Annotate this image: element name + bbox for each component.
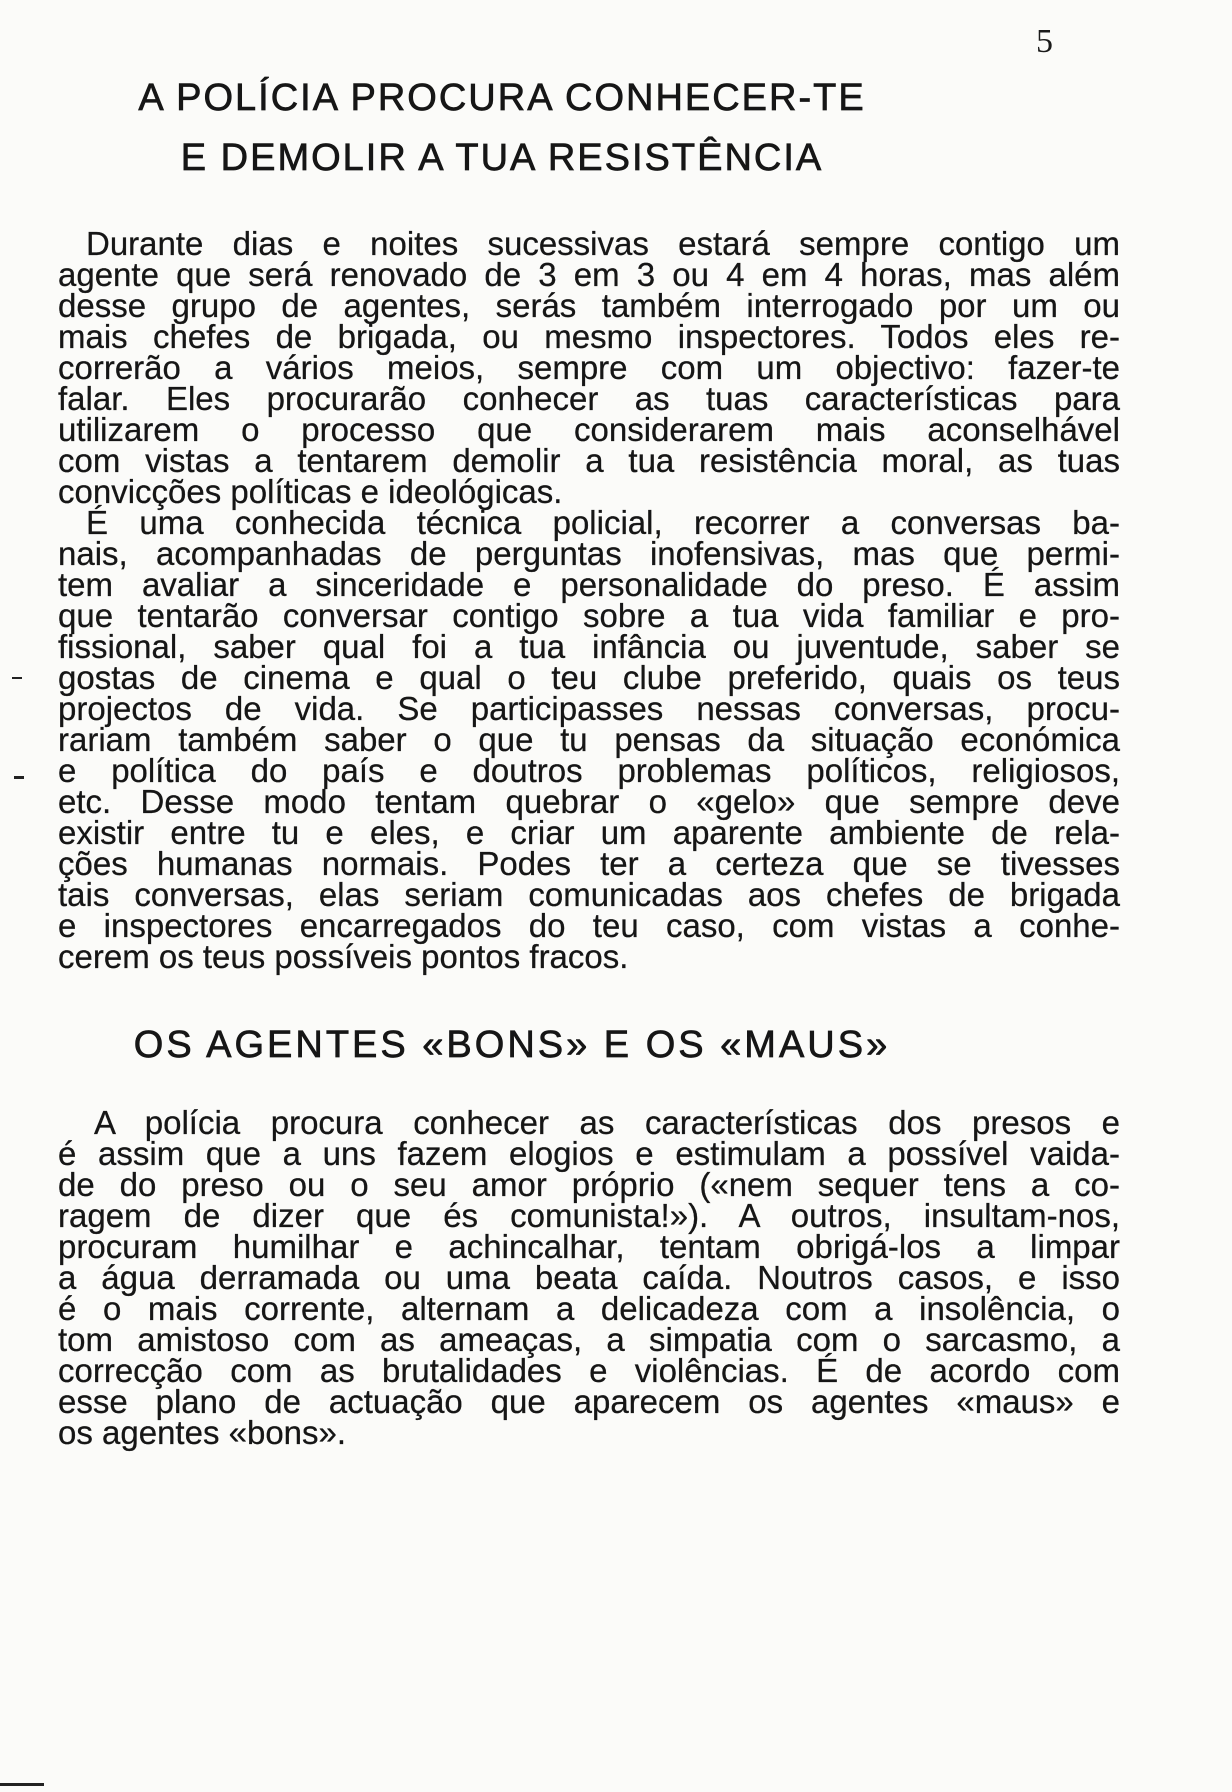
text-line: correrão a vários meios, sempre com um objectivo: fazer-te	[58, 349, 1120, 386]
text-line: agente que será renovado de 3 em 3 ou 4 em 4 horas, mas além	[58, 256, 1120, 293]
text-line: desse grupo de agentes, serás também interrogado por um ou	[58, 287, 1120, 324]
text-line: ções humanas normais. Podes ter a certeza que se tivesses	[58, 845, 1120, 882]
chapter-heading	[52, 68, 952, 188]
body-paragraph	[58, 225, 1120, 510]
text-line: e política do país e doutros problemas políticos, religiosos,	[58, 752, 1120, 789]
text-line: tais conversas, elas seriam comunicadas aos chefes de brigada	[58, 876, 1120, 913]
text-line: os agentes «bons».	[58, 1414, 347, 1451]
margin-mark	[14, 776, 24, 779]
text-line: É uma conhecida técnica policial, recorrer a conversas ba-	[86, 504, 1120, 541]
page-number: 5	[1036, 23, 1053, 60]
text-line: falar. Eles procurarão conhecer as tuas características para	[58, 380, 1120, 417]
text-line: esse plano de actuação que aparecem os agentes «maus» e	[58, 1383, 1120, 1420]
text-line: é o mais corrente, alternam a delicadeza com a insolência, o	[58, 1290, 1120, 1327]
text-line: tom amistoso com as ameaças, a simpatia com o sarcasmo, a	[58, 1321, 1120, 1358]
text-line: mais chefes de brigada, ou mesmo inspectores. Todos eles re-	[58, 318, 1120, 355]
text-line: existir entre tu e eles, e criar um aparente ambiente de rela-	[58, 814, 1120, 851]
heading-line: E DEMOLIR A TUA RESISTÊNCIA	[180, 137, 824, 179]
text-line: ragem de dizer que és comunista!»). A outros, insultam-nos,	[58, 1197, 1120, 1234]
text-line: utilizarem o processo que considerarem mais aconselhável	[58, 411, 1120, 448]
text-line: procuram humilhar e achincalhar, tentam obrigá-los a limpar	[58, 1228, 1120, 1265]
text-line: etc. Desse modo tentam quebrar o «gelo» que sempre deve	[58, 783, 1120, 820]
text-line: que tentarão conversar contigo sobre a tua vida familiar e pro-	[58, 597, 1120, 634]
heading-line: A POLÍCIA PROCURA CONHECER-TE	[138, 77, 866, 119]
text-line: nais, acompanhadas de perguntas inofensivas, mas que permi-	[58, 535, 1120, 572]
text-line: é assim que a uns fazem elogios e estimulam a possível vaida-	[58, 1135, 1120, 1172]
text-line: projectos de vida. Se participasses nessas conversas, procu-	[58, 690, 1120, 727]
text-line: de do preso ou o seu amor próprio («nem sequer tens a co-	[58, 1166, 1120, 1203]
text-line: rariam também saber o que tu pensas da situação económica	[58, 721, 1120, 758]
text-line: convicções políticas e ideológicas.	[58, 473, 563, 510]
text-line: tem avaliar a sinceridade e personalidade do preso. É assim	[58, 566, 1120, 603]
body-paragraph	[58, 1104, 1120, 1451]
section2-body	[58, 1104, 1120, 1451]
text-line: cerem os teus possíveis pontos fracos.	[58, 938, 629, 975]
body-paragraph	[58, 504, 1120, 975]
text-line: com vistas a tentarem demolir a tua resistência moral, as tuas	[58, 442, 1120, 479]
section-heading: OS AGENTES «BONS» E OS «MAUS»	[133, 1024, 891, 1066]
text-line: Durante dias e noites sucessivas estará sempre contigo um	[86, 225, 1120, 262]
margin-mark	[12, 677, 22, 679]
text-line: e inspectores encarregados do teu caso, com vistas a conhe-	[58, 907, 1120, 944]
text-line: A polícia procura conhecer as características dos presos e	[94, 1104, 1120, 1141]
section1-body	[58, 225, 1120, 975]
text-line: fissional, saber qual foi a tua infância ou juventude, saber se	[58, 628, 1120, 665]
text-line: a água derramada ou uma beata caída. Noutros casos, e isso	[58, 1259, 1120, 1296]
text-line: correcção com as brutalidades e violências. É de acordo com	[58, 1352, 1120, 1389]
text-line: gostas de cinema e qual o teu clube preferido, quais os teus	[58, 659, 1120, 696]
scan-edge-mark	[0, 1783, 44, 1786]
